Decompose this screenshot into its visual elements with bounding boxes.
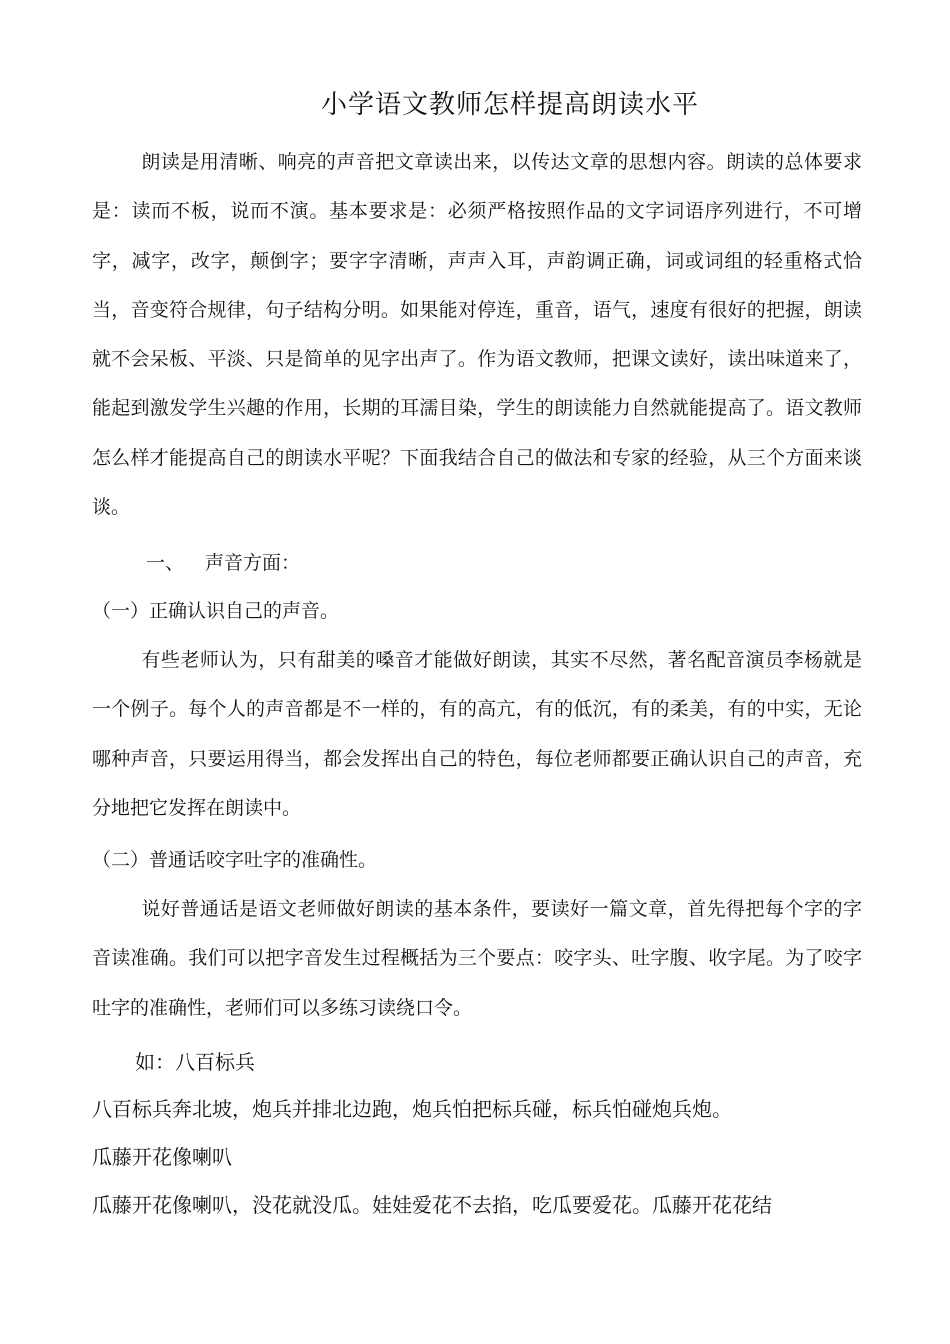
tongue-twister-1: 八百标兵奔北坡，炮兵并排北边跑，炮兵怕把标兵碰，标兵怕碰炮兵炮。	[92, 1097, 732, 1121]
page-title: 小学语文教师怎样提高朗读水平	[320, 90, 699, 120]
subsection-1-paragraph: 有些老师认为，只有甜美的嗓音才能做好朗读，其实不尽然，著名配音演员李杨就是一个例子。每个人的声音都是不一样的，有的高亢，有的低沉，有的柔美，有的中实，无论哪种声音，只要运用得当，都会发挥出自己的特色，每位老师都要正确认识自己的声音，充分地把它发挥在朗读中。	[92, 649, 862, 819]
intro-paragraph: 朗读是用清晰、响亮的声音把文章读出来，以传达文章的思想内容。朗读的总体要求是：读而不板，说而不演。基本要求是：必须严格按照作品的文字词语序列进行，不可增字，减字，改字，颠倒字；要字字清晰，声声入耳，声韵调正确，词或词组的轻重格式恰当，音变符合规律，句子结构分明。如果能对停连，重音，语气，速度有很好的把握，朗读就不会呆板、平淡、只是简单的见字出声了。作为语文教师，把课文读好，读出味道来了，能起到激发学生兴趣的作用，长期的耳濡目染，学生的朗读能力自然就能提高了。语文教师怎么样才能提高自己的朗读水平呢？下面我结合自己的做法和专家的经验，从三个方面来谈谈。	[92, 151, 862, 519]
tongue-twister-2-title: 瓜藤开花像喇叭	[92, 1145, 232, 1169]
tongue-twister-2: 瓜藤开花像喇叭，没花就没瓜。娃娃爱花不去掐，吃瓜要爱花。瓜藤开花花结	[92, 1193, 772, 1217]
example-label: 如：八百标兵	[135, 1050, 255, 1074]
subsection-2-paragraph: 说好普通话是语文老师做好朗读的基本条件，要读好一篇文章，首先得把每个字的字音读准确。我们可以把字音发生过程概括为三个要点：咬字头、吐字腹、收字尾。为了咬字吐字的准确性，老师们可以多练习读绕口令。	[92, 898, 862, 1019]
subsection-heading-1: （一）正确认识自己的声音。	[92, 600, 340, 622]
section-heading-number: 一、	[146, 552, 185, 574]
subsection-heading-2: （二）普通话咬字吐字的准确性。	[92, 849, 378, 871]
section-heading-title: 声音方面：	[205, 552, 301, 574]
